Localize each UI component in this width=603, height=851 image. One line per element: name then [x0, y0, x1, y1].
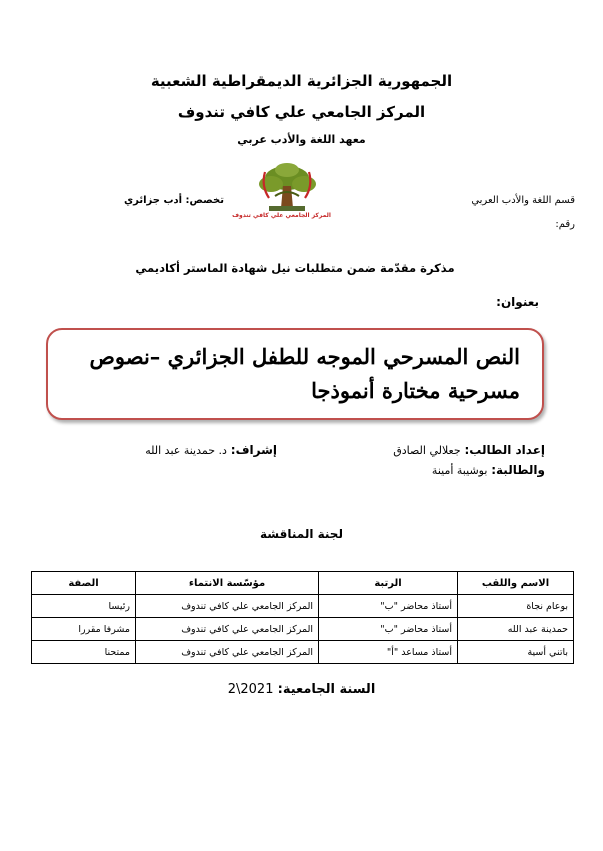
prepared-by-student2 [432, 463, 545, 477]
header-institution: مؤسّسة الانتماء [136, 572, 319, 595]
title-label: بعنوان: [496, 295, 539, 309]
jury-name: بوعام نجاة [458, 595, 574, 618]
table-row [32, 641, 574, 664]
jury-rank: أستاذ مساعد "أ" [319, 641, 458, 664]
academic-year-label: السنة الجامعية: [277, 682, 376, 697]
jury-name: باتني أسية [458, 641, 574, 664]
thesis-title-box [46, 328, 544, 420]
institute-name: معهد اللغة والأدب عربي [237, 133, 366, 146]
header-role: الصفة [32, 572, 136, 595]
jury-rank: أستاذ محاضر "ب" [319, 595, 458, 618]
university-name: المركز الجامعي علي كافي تندوف [177, 103, 426, 121]
jury-table [31, 571, 574, 664]
emblem-caption: المركز الجامعي علي كافي تندوف [232, 212, 331, 219]
jury-institution: المركز الجامعي علي كافي تندوف [136, 618, 319, 641]
table-row [32, 618, 574, 641]
header-name: الاسم واللقب [458, 572, 574, 595]
university-emblem-icon [232, 160, 331, 226]
jury-role: رئيسا [32, 595, 136, 618]
student2-label: والطالبة: [491, 463, 545, 477]
table-row [32, 595, 574, 618]
supervisor-name: د. حمدينة عبد الله [145, 444, 227, 457]
republic-title: الجمهورية الجزائرية الديمقراطية الشعبية [150, 72, 453, 90]
jury-name: حمدينة عبد الله [458, 618, 574, 641]
prepared-by-student [393, 443, 545, 457]
jury-role: مشرفا مقررا [32, 618, 136, 641]
thesis-title: النص المسرحي الموجه للطفل الجزائري –نصوص مسرحية مختارة أنموذجا [89, 344, 520, 403]
student2-name: بوشيبة أمينة [431, 464, 488, 477]
specialty: تخصص: أدب جزائري [123, 195, 224, 206]
memo-statement: مذكرة مقدّمة ضمن متطلبات نيل شهادة الماستر أكاديمي [135, 261, 455, 275]
department-name: قسم اللغة والأدب العربي [471, 195, 575, 206]
academic-year [0, 682, 603, 697]
supervision-label: إشراف: [230, 443, 277, 457]
supervision [145, 443, 277, 457]
academic-year-value: 2021\2 [227, 682, 274, 697]
jury-institution: المركز الجامعي علي كافي تندوف [136, 595, 319, 618]
student-name: جعلالي الصادق [393, 444, 461, 457]
jury-role: ممتحنا [32, 641, 136, 664]
committee-title: لجنة المناقشة [260, 527, 343, 541]
header-rank: الرتبة [319, 572, 458, 595]
number-label: رقم: [555, 219, 575, 230]
jury-header-row [32, 572, 574, 595]
student-label: إعداد الطالب: [464, 443, 545, 457]
jury-rank: أستاذ محاضر "ب" [319, 618, 458, 641]
jury-institution: المركز الجامعي علي كافي تندوف [136, 641, 319, 664]
